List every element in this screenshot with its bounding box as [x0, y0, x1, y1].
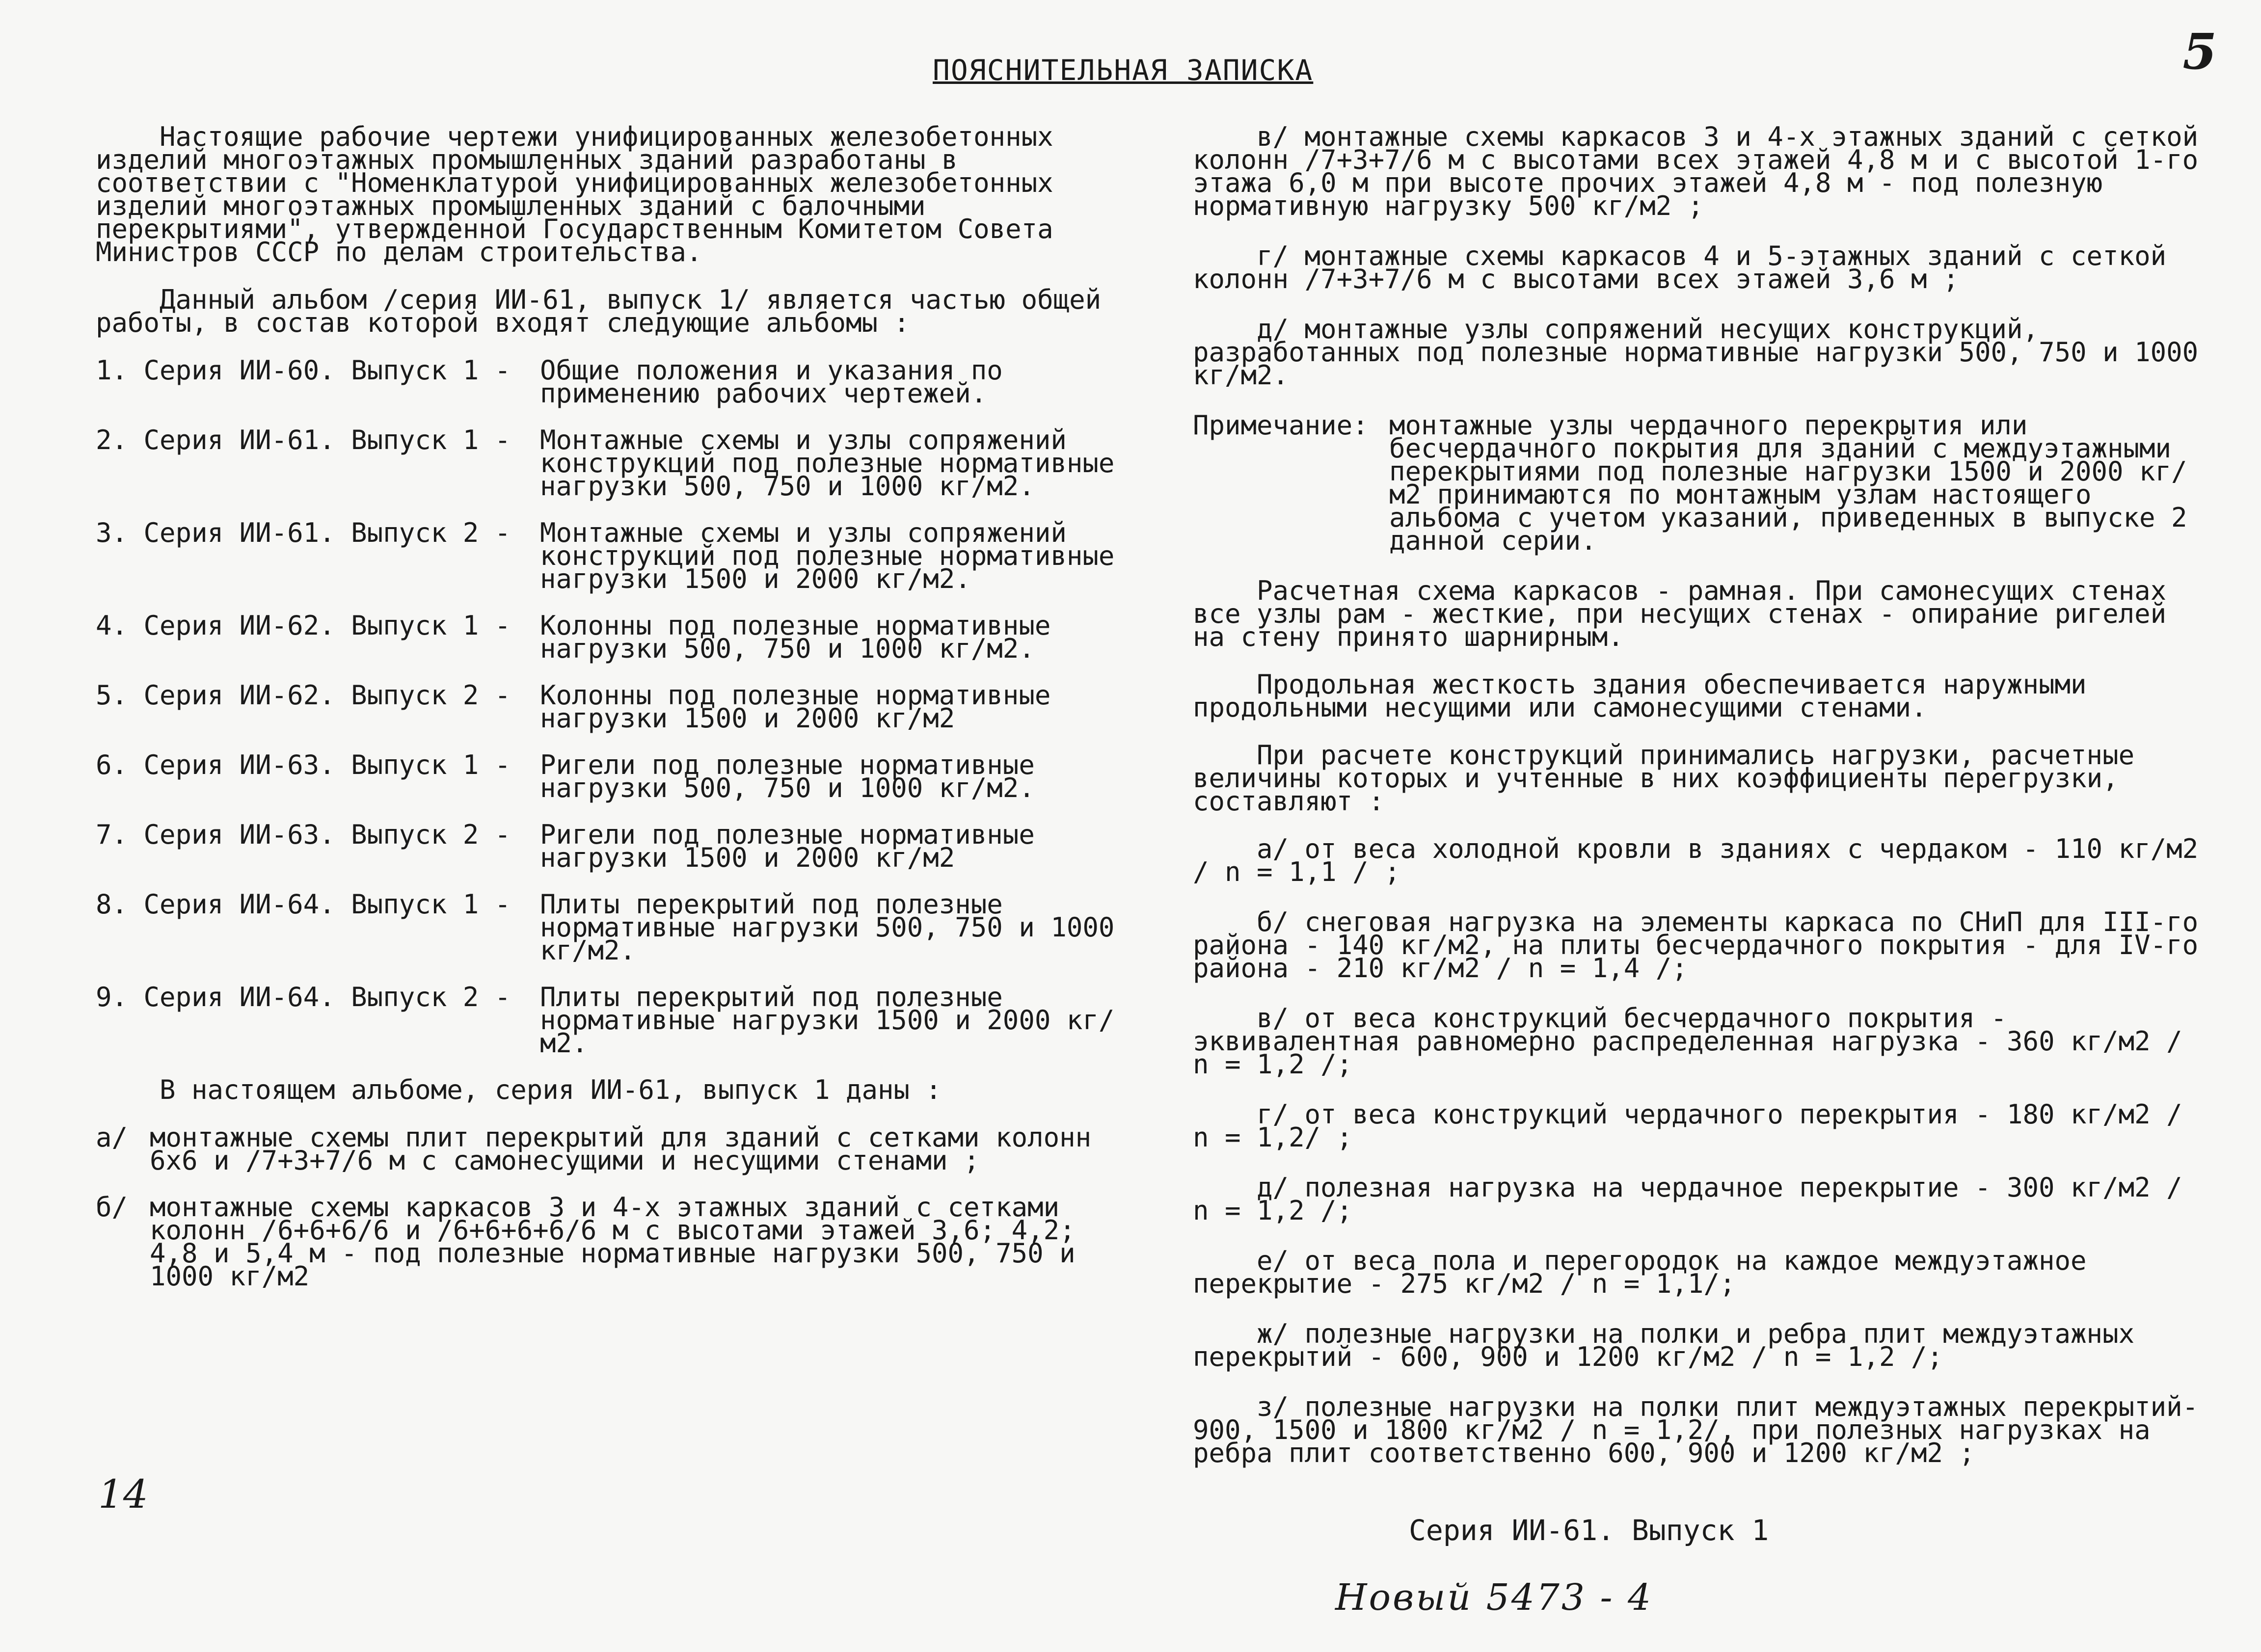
note-block	[1193, 410, 2214, 556]
list-item: в/ от веса конструкций бесчердачного покрытия - эквивалентная равномерно распределенная нагрузка - 360 кг/м2 / n = 1,2 /;	[1193, 1003, 2182, 1080]
item-marker: а/	[96, 1122, 128, 1153]
list-item: ж/ полезные нагрузки на полки и ребра плит междуэтажных перекрытий - 600, 900 и 1200 кг/м2 / n = 1,2 /;	[1193, 1318, 2135, 1372]
albums-intro: Данный альбом /серия ИИ-61, выпуск 1/ является частью общей работы, в состав которой входят следующие альбомы :	[96, 284, 1102, 338]
handwritten-mark: 14	[98, 1471, 148, 1517]
list-item	[96, 749, 1117, 803]
item-marker: б/	[96, 1192, 128, 1223]
list-item-text: Плиты перекрытий под полезные нормативные нагрузки 1500 и 2000 кг/м2.	[540, 982, 1115, 1059]
list-item: в/ монтажные схемы каркасов 3 и 4-х этажных зданий с сеткой колонн /7+3+7/6 м с высотами всех этажей 4,8 м и с высотой 1-го этажа 6,0 м при высоте прочих этажей 4,8 м - под полезную нормативную нагрузку 500 кг/м2 ;	[1193, 121, 2199, 221]
note-label: Примечание:	[1193, 410, 1369, 441]
list-item-head: 7. Серия ИИ-63. Выпуск 2 -	[96, 819, 511, 850]
list-item-text: Ригели под полезные нормативные нагрузки 500, 750 и 1000 кг/м2.	[540, 749, 1035, 803]
list-item	[96, 982, 1117, 1059]
list-item	[96, 355, 1117, 409]
list-item-text: Ригели под полезные нормативные нагрузки 1500 и 2000 кг/м2	[540, 819, 1035, 873]
list-item-head: 1. Серия ИИ-60. Выпуск 1 -	[96, 355, 511, 386]
series-footer: Серия ИИ-61. Выпуск 1	[1409, 1514, 1769, 1547]
list-item: г/ от веса конструкций чердачного перекрытия - 180 кг/м2 / n = 1,2/ ;	[1193, 1099, 2182, 1153]
list-item	[96, 1192, 1117, 1292]
loads-intro-paragraph: При расчете конструкций принимались нагрузки, расчетные величины которых и учтенные в них коэффициенты перегрузки, составляют :	[1193, 740, 2135, 817]
list-item	[96, 819, 1117, 873]
page-title: ПОЯСНИТЕЛЬНАЯ ЗАПИСКА	[933, 53, 1314, 87]
list-item: д/ монтажные узлы сопряжений несущих конструкций, разработанных под полезные нормативные нагрузки 500, 750 и 1000 кг/м2.	[1193, 314, 2199, 391]
list-item-head: 2. Серия ИИ-61. Выпуск 1 -	[96, 425, 511, 455]
list-item-head: 5. Серия ИИ-62. Выпуск 2 -	[96, 680, 511, 711]
design-scheme-paragraph: Расчетная схема каркасов - рамная. При самонесущих стенах все узлы рам - жесткие, при несущих стенах - опирание ригелей на стену принято шарнирным.	[1193, 575, 2167, 652]
list-item-head: 3. Серия ИИ-61. Выпуск 2 -	[96, 517, 511, 548]
list-item	[96, 517, 1117, 594]
list-item-text: Колонны под полезные нормативные нагрузки 1500 и 2000 кг/м2	[540, 680, 1051, 734]
list-item: з/ полезные нагрузки на полки плит междуэтажных перекрытий- 900, 1500 и 1800 кг/м2 / n = 1,2/, при полезных нагрузках на ребра плит соответственно 600, 900 и 1200 кг/м2 ;	[1193, 1391, 2199, 1468]
list-item-text: Колонны под полезные нормативные нагрузки 500, 750 и 1000 кг/м2.	[540, 610, 1051, 664]
list-item-head: 4. Серия ИИ-62. Выпуск 1 -	[96, 610, 511, 641]
left-column	[96, 121, 1117, 1311]
list-item	[96, 680, 1117, 734]
item-text: монтажные схемы каркасов 3 и 4-х этажных зданий с сетками колонн /6+6+6/6 и /6+6+6+6/6 м с высотами этажей 3,6; 4,2; 4,8 и 5,4 м - под полезные нормативные нагрузки 500, 750 и 1000 кг/м2	[150, 1192, 1076, 1292]
list-item-text: Плиты перекрытий под полезные нормативные нагрузки 500, 750 и 1000 кг/м2.	[540, 889, 1115, 966]
list-item-text: Монтажные схемы и узлы сопряжений конструкций под полезные нормативные нагрузки 500, 750 и 1000 кг/м2.	[540, 425, 1115, 502]
rigidity-paragraph: Продольная жесткость здания обеспечивается наружными продольными несущими или самонесущими стенами.	[1193, 669, 2087, 723]
page-number: 5	[2182, 23, 2217, 80]
list-item-text: Монтажные схемы и узлы сопряжений конструкций под полезные нормативные нагрузки 1500 и 2000 кг/м2.	[540, 517, 1115, 594]
right-column	[1193, 121, 2214, 1492]
list-item: е/ от веса пола и перегородок на каждое междуэтажное перекрытие - 275 кг/м2 / n = 1,1/;	[1193, 1245, 2087, 1299]
item-text: монтажные схемы плит перекрытий для зданий с сетками колонн 6х6 и /7+3+7/6 м с самонесущими и несущими стенами ;	[150, 1122, 1092, 1176]
list-item-head: 8. Серия ИИ-64. Выпуск 1 -	[96, 889, 511, 920]
list-item-text: Общие положения и указания по применению рабочих чертежей.	[540, 355, 1003, 409]
list-item-head: 9. Серия ИИ-64. Выпуск 2 -	[96, 982, 511, 1013]
list-item: б/ снеговая нагрузка на элементы каркаса по СНиП для III-го района - 140 кг/м2, на плиты бесчердачного покрытия - для IV-го района - 210 кг/м2 / n = 1,4 /;	[1193, 906, 2199, 984]
list-item-head: 6. Серия ИИ-63. Выпуск 1 -	[96, 749, 511, 780]
list-item: а/ от веса холодной кровли в зданиях с чердаком - 110 кг/м2 / n = 1,1 / ;	[1193, 833, 2199, 887]
list-item	[96, 425, 1117, 502]
handwritten-note: Новый 5473 - 4	[1335, 1576, 1653, 1619]
intro-paragraph: Настоящие рабочие чертежи унифицированных железобетонных изделий многоэтажных промышленных зданий разработаны в соответствии с "Номенклатурой унифицированных железобетонных изделий многоэтажных промышленных зданий с балочными перекрытиями", утвержденной Государственным Комитетом Совета Министров СССР по делам строительства.	[96, 121, 1053, 267]
album-contents-intro: В настоящем альбоме, серия ИИ-61, выпуск 1 даны :	[160, 1074, 942, 1105]
note-text: монтажные узлы чердачного перекрытия или бесчердачного покрытия для зданий с междуэтажными перекрытиями под полезные нагрузки 1500 и 2000 кг/м2 принимаются по монтажным узлам настоящего альбома с учетом указаний, приведенных в выпуске 2 данной серии.	[1389, 410, 2187, 556]
list-item	[96, 1122, 1117, 1176]
albums-list	[96, 355, 1117, 1059]
list-item: г/ монтажные схемы каркасов 4 и 5-этажных зданий с сеткой колонн /7+3+7/6 м с высотами всех этажей 3,6 м ;	[1193, 240, 2167, 294]
list-item: д/ полезная нагрузка на чердачное перекрытие - 300 кг/м2 / n = 1,2 /;	[1193, 1172, 2182, 1226]
list-item	[96, 610, 1117, 664]
list-item	[96, 889, 1117, 966]
